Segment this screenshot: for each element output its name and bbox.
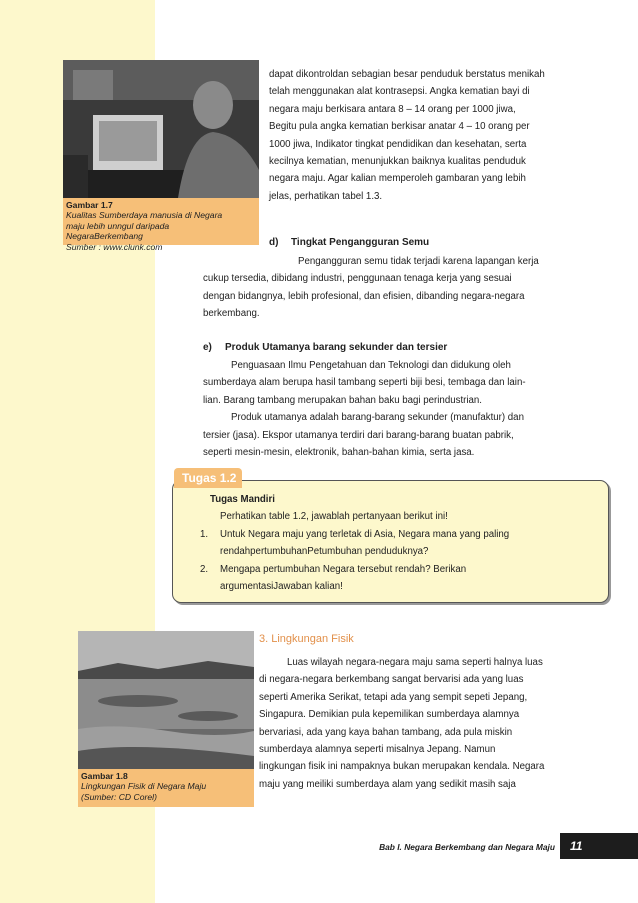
text-line: telah menggunakan alat kontrasepsi. Angka kematian bayi di <box>269 86 530 98</box>
task-item <box>200 526 595 561</box>
task-item-text: Mengapa pertumbuhan Negara tersebut rendah? Berikan <box>220 563 467 575</box>
task-item-text: argumentasiJawaban kalian! <box>220 581 343 593</box>
text-line: negara maju berkisara antara 8 – 14 orang per 1000 jiwa, <box>269 103 516 115</box>
text-line: cukup tersedia, dibidang industri, penggunaan tenaga kerja yang sesuai <box>203 273 512 285</box>
figure-1-8-caption-line: Lingkungan Fisik di Negara Maju <box>81 781 207 792</box>
figure-1-7-caption-line: NegaraBerkembang <box>66 231 143 242</box>
text-line: sumberdaya alam berupa hasil tambang seperti biji besi, tembaga dan lain- <box>203 377 526 389</box>
page-number: 11 <box>560 833 638 859</box>
task-item <box>200 561 595 596</box>
text-line: Luas wilayah negara-negara maju sama seperti halnya luas <box>287 657 543 668</box>
section-d-number: d) <box>269 237 279 248</box>
section-d-body <box>203 253 607 323</box>
text-line: sumberdaya alamnya seperti misalnya Jepang. Namun <box>259 744 496 756</box>
figure-1-8-photo <box>78 631 254 773</box>
figure-1-7-caption-line: Sumber : www.clunk.com <box>66 241 163 252</box>
text-line: lian. Barang tambang merupakan bahan baku bagi perindustrian. <box>203 394 482 406</box>
text-line: bervariasi, ada yang kaya bahan tambang, ada pula miskin <box>259 726 513 738</box>
text-line: seperti mesin-mesin, elektronik, bahan-bahan kimia, serta jasa. <box>203 447 475 459</box>
task-item-text: Untuk Negara maju yang terletak di Asia, Negara mana yang paling <box>220 528 510 540</box>
text-line: 1000 jiwa, Indikator tingkat pendidikan dan kesehatan, serta <box>269 138 527 150</box>
section-e-body <box>203 357 607 461</box>
text-line: maju yang meiliki sumberdaya alam yang sedikit masih saja <box>259 778 516 790</box>
figure-1-7-caption <box>63 198 259 252</box>
text-line: berkembang. <box>203 308 260 320</box>
footer-chapter-title: Bab I. Negara Berkembang dan Negara Maju <box>379 842 555 852</box>
text-line: di negara-negara berkembang sangat bervarisi ada yang luas <box>259 674 524 686</box>
task-tab: Tugas 1.2 <box>174 468 242 488</box>
text-line: Pengangguran semu tidak terjadi karena lapangan kerja <box>298 256 539 267</box>
task-item-text: rendahpertumbuhanPetumbuhan penduduknya? <box>220 546 429 558</box>
figure-1-7-title: Gambar 1.7 <box>66 200 113 210</box>
text-line: kecilnya kematian, menunjukkan baiknya kualitas penduduk <box>269 156 526 168</box>
figure-1-7-caption-line: Kualitas Sumberdaya manusia di Negara <box>66 210 223 221</box>
task-item-number: 1. <box>200 528 209 540</box>
task-item-number: 2. <box>200 563 209 575</box>
figure-1-8-title: Gambar 1.8 <box>81 771 128 781</box>
text-line: Singapura. Demikian pula kepemilikan sumberdaya alamnya <box>259 709 520 721</box>
text-line: Produk utamanya adalah barang-barang sekunder (manufaktur) dan <box>231 412 524 424</box>
text-line: negara maju. Agar kalian memperoleh gambaran yang lebih <box>269 173 526 185</box>
text-line: dapat dikontroldan sebagian besar penduduk berstatus menikah <box>269 69 545 80</box>
text-line: Begitu pula angka kematian berkisar anatar 4 – 10 orang per <box>269 121 530 133</box>
section-d-title: Tingkat Pengangguran Semu <box>291 237 430 248</box>
section-3-title: 3. Lingkungan Fisik <box>259 633 354 645</box>
text-line: jelas, perhatikan tabel 1.3. <box>269 190 383 202</box>
text-line: dengan bidangnya, lebih profesional, dan efisien, dibanding negara-negara <box>203 290 525 302</box>
task-subtitle: Tugas Mandiri <box>210 494 275 505</box>
section-e-title: Produk Utamanya barang sekunder dan tersier <box>225 342 448 353</box>
figure-1-8-caption-line: (Sumber: CD Corel) <box>81 791 157 802</box>
paragraph-population <box>269 66 607 205</box>
task-intro: Perhatikan table 1.2, jawablah pertanyaan berikut ini! <box>220 511 448 523</box>
text-line: Penguasaan Ilmu Pengetahuan dan Teknologi dan didukung oleh <box>231 360 511 371</box>
text-line: tersier (jasa). Ekspor utamanya terdiri dari barang-barang buatan pabrik, <box>203 429 514 441</box>
section-d-heading <box>269 237 429 248</box>
text-line: seperti Amerika Serikat, tetapi ada yang sempit sepeti Jepang, <box>259 691 528 703</box>
figure-1-7-caption-line: maju lebih unngul daripada <box>66 220 170 231</box>
section-e-heading <box>203 342 447 353</box>
figure-1-8-caption <box>78 769 254 807</box>
section-3-body <box>259 654 607 793</box>
section-e-number: e) <box>203 342 212 353</box>
text-line: lingkungan fisik ini nampaknya bukan merupakan kendala. Negara <box>259 761 545 773</box>
figure-1-7-photo <box>63 60 259 198</box>
task-content <box>200 491 595 595</box>
